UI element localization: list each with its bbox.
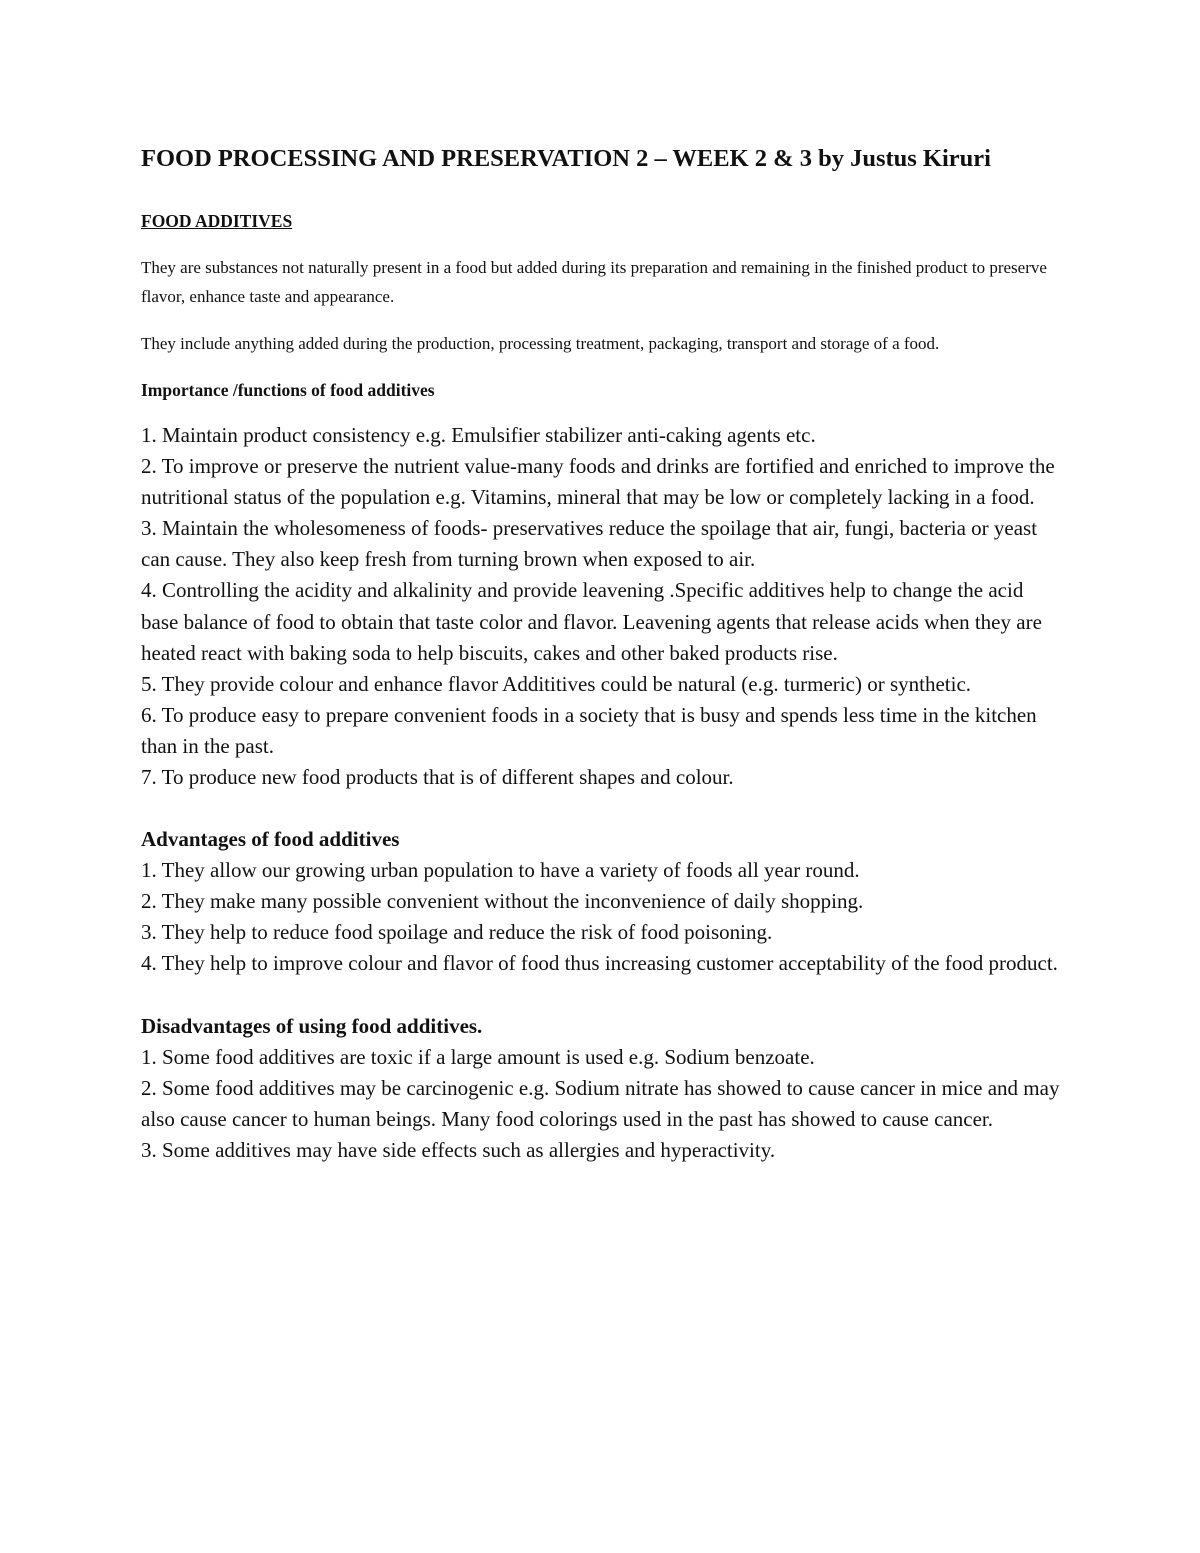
list-item: 1. Maintain product consistency e.g. Emulsifier stabilizer anti-caking agents etc.: [141, 423, 816, 447]
list-item: 3. They help to reduce food spoilage and reduce the risk of food poisoning.: [141, 920, 773, 945]
list-item: 3. Maintain the wholesomeness of foods- preservatives reduce the spoilage that air, fungi, bacteria or yeast can cause. They also keep fresh from turning brown when exposed to air.: [141, 516, 1038, 572]
disadvantages-list: [141, 1042, 1061, 1166]
advantages-list: [141, 855, 1061, 979]
list-item: 4. Controlling the acidity and alkalinity and provide leavening .Specific additives help to change the acid base balance of food to obtain that taste color and flavor. Leavening agents that release acids when they are heated react with baking soda to help biscuits, cakes and other baked products rise.: [141, 578, 1042, 665]
list-item: 3. Some additives may have side effects such as allergies and hyperactivity.: [141, 1137, 776, 1162]
list-item: 2. To improve or preserve the nutrient value-many foods and drinks are fortified and enriched to improve the nutritional status of the population e.g. Vitamins, mineral that may be low or completely lacking in a food.: [141, 454, 1055, 510]
list-item: 7. To produce new food products that is of different shapes and colour.: [141, 765, 734, 790]
intro-paragraph-scope: They include anything added during the production, processing treatment, packaging, transport and storage of a food.: [141, 334, 940, 353]
list-item: 1. Some food additives are toxic if a large amount is used e.g. Sodium benzoate.: [141, 1044, 815, 1069]
document-title: FOOD PROCESSING AND PRESERVATION 2 – WEEK 2 & 3 by Justus Kiruri: [141, 145, 991, 172]
list-item: 1. They allow our growing urban population to have a variety of foods all year round.: [141, 858, 860, 883]
list-item: 5. They provide colour and enhance flavor Addititives could be natural (e.g. turmeric) or synthetic.: [141, 671, 972, 696]
importance-list: [141, 420, 1061, 793]
list-item: 6. To produce easy to prepare convenient foods in a society that is busy and spends less time in the kitchen than in the past.: [141, 702, 1037, 758]
intro-paragraph-definition: They are substances not naturally present in a food but added during its preparation and remaining in the finished product to preserve flavor, enhance taste and appearance.: [141, 258, 1047, 306]
document-page: [141, 138, 1061, 1166]
list-item: 2. They make many possible convenient without the inconvenience of daily shopping.: [141, 889, 864, 914]
list-item: 2. Some food additives may be carcinogenic e.g. Sodium nitrate has showed to cause cancer in mice and may also cause cancer to human beings. Many food colorings used in the past has showed to cause cancer.: [141, 1075, 1060, 1131]
importance-heading: Importance /functions of food additives: [141, 380, 435, 400]
section-heading-food-additives: FOOD ADDITIVES: [141, 211, 293, 231]
advantages-heading: Advantages of food additives: [141, 827, 400, 852]
list-item: 4. They help to improve colour and flavor of food thus increasing customer acceptability of the food product.: [141, 951, 1058, 976]
disadvantages-heading: Disadvantages of using food additives.: [141, 1013, 483, 1038]
